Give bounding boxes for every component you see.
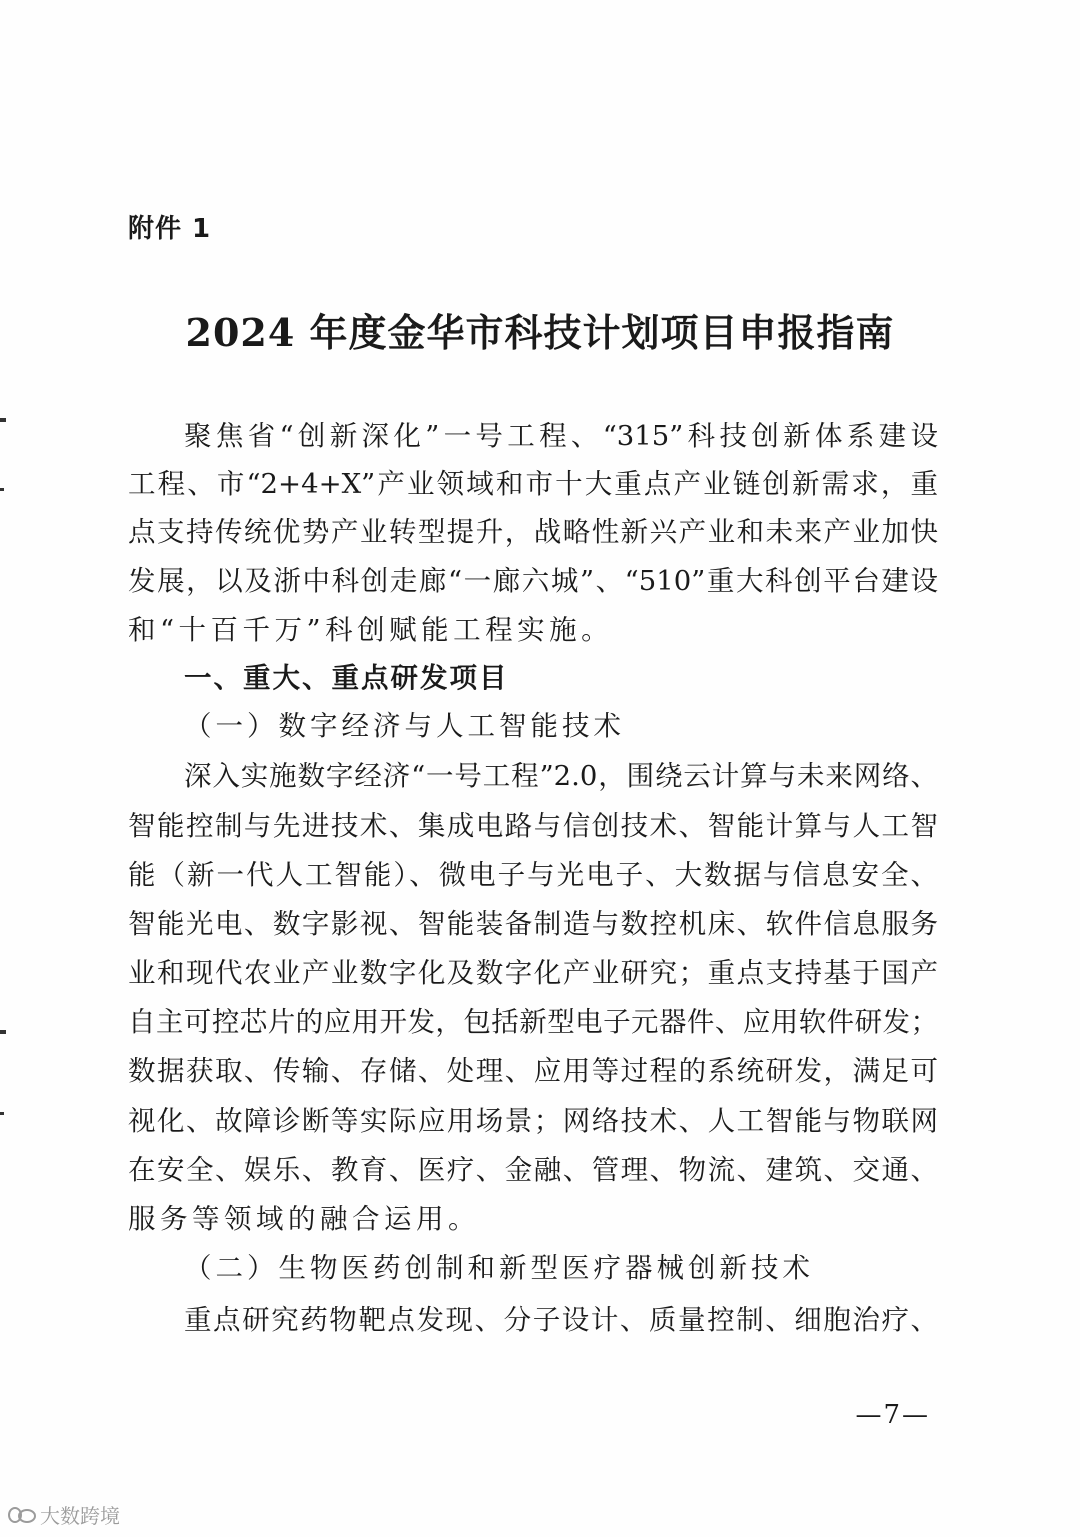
- page-number: —7—: [855, 1400, 930, 1430]
- paragraph-line: 聚焦省“创新深化”一号工程、“315”科技创新体系建设: [184, 420, 938, 452]
- subsection-heading: （一）数字经济与人工智能技术: [184, 710, 625, 742]
- scan-edge-mark: [0, 418, 6, 422]
- paragraph-line: 服务等领域的融合运用。: [128, 1203, 480, 1235]
- paragraph-line: 智能控制与先进技术、集成电路与信创技术、智能计算与人工智: [128, 810, 938, 842]
- scan-edge-mark: [0, 1112, 4, 1115]
- paragraph-line: 和“十百千万”科创赋能工程实施。: [128, 614, 614, 646]
- paragraph-line: 能（新一代人工智能）、微电子与光电子、大数据与信息安全、: [128, 859, 938, 891]
- scan-edge-mark: [0, 488, 4, 491]
- scan-edge-mark: [0, 1030, 6, 1034]
- watermark-text: 大数跨境: [40, 1504, 120, 1528]
- paragraph-line: 点支持传统优势产业转型提升，战略性新兴产业和未来产业加快: [128, 516, 938, 548]
- paragraph-line: 智能光电、数字影视、智能装备制造与数控机床、软件信息服务: [128, 908, 938, 940]
- paragraph-line: 在安全、娱乐、教育、医疗、金融、管理、物流、建筑、交通、: [128, 1154, 938, 1186]
- watermark: [8, 1500, 120, 1529]
- paragraph-line: 业和现代农业产业数字化及数字化产业研究；重点支持基于国产: [128, 957, 938, 989]
- paragraph-line: 自主可控芯片的应用开发，包括新型电子元器件、应用软件研发；: [128, 1006, 938, 1038]
- subsection-heading: （二）生物医药创制和新型医疗器械创新技术: [184, 1252, 814, 1284]
- paragraph-line: 工程、市“2+4+X”产业领域和市十大重点产业链创新需求，重: [128, 468, 938, 500]
- paragraph-line: 重点研究药物靶点发现、分子设计、质量控制、细胞治疗、: [184, 1304, 938, 1336]
- document-title: 2024 年度金华市科技计划项目申报指南: [185, 310, 895, 355]
- paragraph-line: 发展，以及浙中科创走廊“一廊六城”、“510”重大科创平台建设: [128, 565, 938, 597]
- paragraph-line: 深入实施数字经济“一号工程”2.0，围绕云计算与未来网络、: [184, 760, 938, 792]
- watermark-logo-icon: [8, 1505, 36, 1525]
- section-heading: 一、重大、重点研发项目: [184, 662, 509, 694]
- attachment-label: 附件 1: [128, 214, 212, 244]
- paragraph-line: 数据获取、传输、存储、处理、应用等过程的系统研发，满足可: [128, 1055, 938, 1087]
- paragraph-line: 视化、故障诊断等实际应用场景；网络技术、人工智能与物联网: [128, 1105, 938, 1137]
